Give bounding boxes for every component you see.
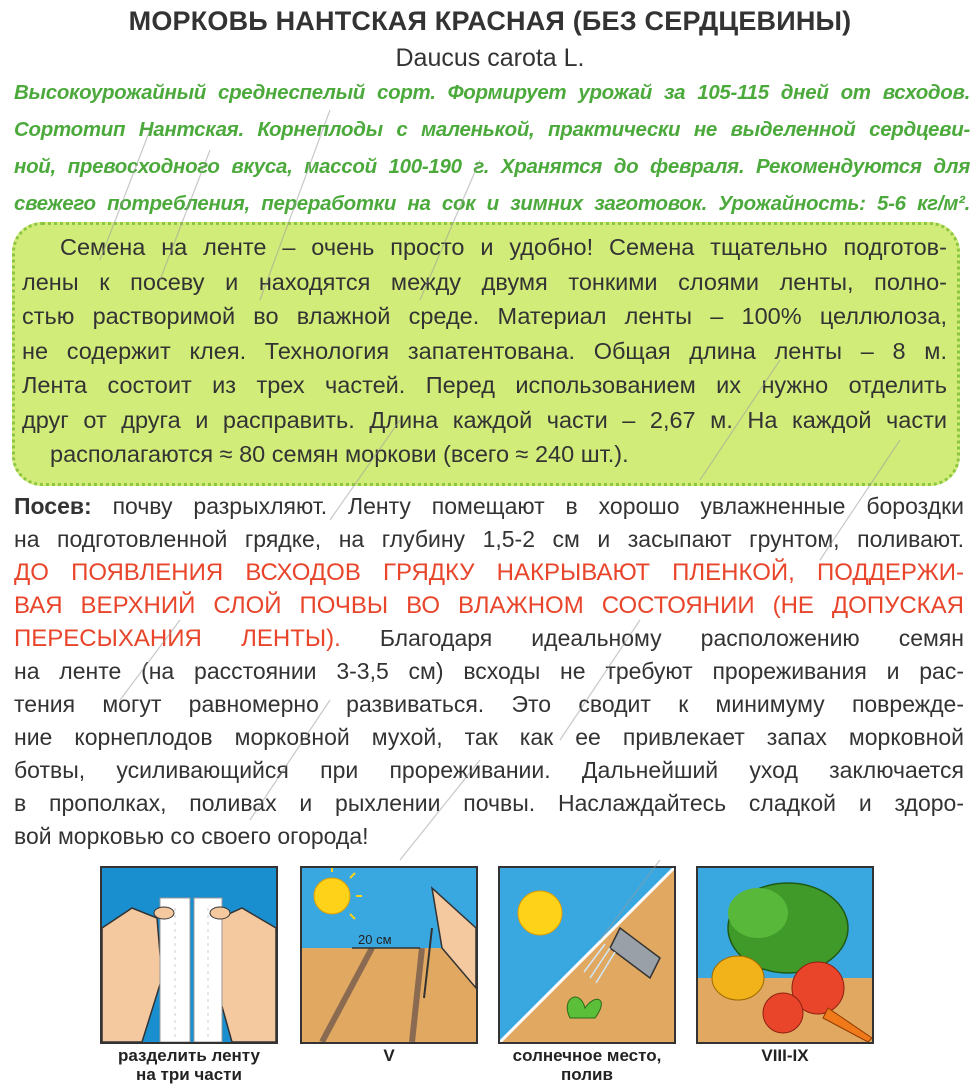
panel-sowing-furrows [300, 866, 478, 1044]
sowing-text: почву разрыхляют. Ленту помещают в хорошо увлажненные бороздки [91, 493, 964, 519]
distance-label: 20 см [358, 932, 392, 947]
sowing-text: в прополках, поливах и рыхлении почвы. Наслаждайтесь сладкой и здоро- [14, 790, 964, 816]
tape-line: друг от друга и расправить. Длина каждой части – 2,67 м. На каждой части [22, 406, 947, 433]
panel-separate-tape [100, 866, 278, 1044]
page-title: МОРКОВЬ НАНТСКАЯ КРАСНАЯ (БЕЗ СЕРДЦЕВИНЫ) [128, 6, 852, 36]
sowing-text: тения могут равномерно развиваться. Это сводит к минимуму поврежде- [14, 691, 964, 717]
caption-sunny-watering: солнечное место, полив [512, 1046, 662, 1084]
tape-line: лены к посеву и находятся между двумя тонкими слоями ленты, полно- [22, 268, 947, 295]
hands-tape-illustration [102, 868, 276, 1042]
tape-line: Семена на ленте – очень просто и удобно! Семена тщательно подготов- [60, 234, 947, 260]
caption-month-sowing: V [383, 1046, 395, 1065]
caption-separate-tape: разделить ленту на три части [118, 1046, 260, 1084]
panel-sunny-watering [498, 866, 676, 1044]
sowing-label: Посев: [14, 493, 92, 519]
latin-name: Daucus carota L. [395, 44, 585, 72]
harvest-vegetables-illustration [698, 868, 872, 1042]
sowing-text: на ленте (на расстоянии 3-3,5 см) всходы не требуют прореживания и рас- [14, 658, 964, 684]
warning-text: ПЕРЕСЫХАНИЯ ЛЕНТЫ). [14, 625, 341, 652]
seed-tape-text [22, 230, 947, 472]
caption-month-harvest: VIII-IX [761, 1046, 809, 1065]
tape-line: Лента состоит из трех частей. Перед использованием их нужно отделить [22, 372, 947, 398]
tape-line: располагаются ≈ 80 семян моркови (всего ≈ 240 шт.). [50, 441, 629, 467]
tape-line: не содержит клея. Технология запатентована. Общая длина ленты – 8 м. [22, 337, 947, 364]
description-line: Высокоурожайный среднеспелый сорт. Формирует урожай за 105-115 дней от всходов. [14, 81, 970, 104]
sowing-text: вой морковью со своего огорода! [14, 823, 369, 849]
sowing-text: Благодаря идеальному расположению семян [340, 625, 964, 651]
sowing-text: на подготовленной грядке, на глубину 1,5-2 см и засыпают грунтом, поливают. [14, 526, 964, 552]
description-line: ной, превосходного вкуса, массой 100-190 г. Хранятся до февраля. Рекомендуются для [14, 155, 970, 178]
watering-illustration [500, 868, 674, 1042]
panel-harvest [696, 866, 874, 1044]
description-line: свежего потребления, переработки на сок и зимних заготовок. Урожайность: 5-6 кг/м². [14, 192, 970, 215]
sowing-instructions [14, 490, 964, 853]
warning-text: ДО ПОЯВЛЕНИЯ ВСХОДОВ ГРЯДКУ НАКРЫВАЮТ ПЛЕНКОЙ, ПОДДЕРЖИ- [14, 559, 964, 586]
sun-furrows-illustration [302, 868, 476, 1042]
description-line: Сортотип Нантская. Корнеплоды с маленькой, практически не выделенной сердцеви- [14, 118, 970, 141]
warning-text: ВАЯ ВЕРХНИЙ СЛОЙ ПОЧВЫ ВО ВЛАЖНОМ СОСТОЯНИИ (НЕ ДОПУСКАЯ [14, 592, 964, 619]
variety-description [14, 74, 970, 222]
sowing-text: ботвы, усиливающийся при прореживании. Дальнейший уход заключается [14, 757, 964, 783]
sowing-text: ние корнеплодов морковной мухой, так как ее привлекает запах морковной [14, 724, 964, 750]
tape-line: стью растворимой во влажной среде. Материал ленты – 100% целлюлоза, [22, 303, 947, 329]
